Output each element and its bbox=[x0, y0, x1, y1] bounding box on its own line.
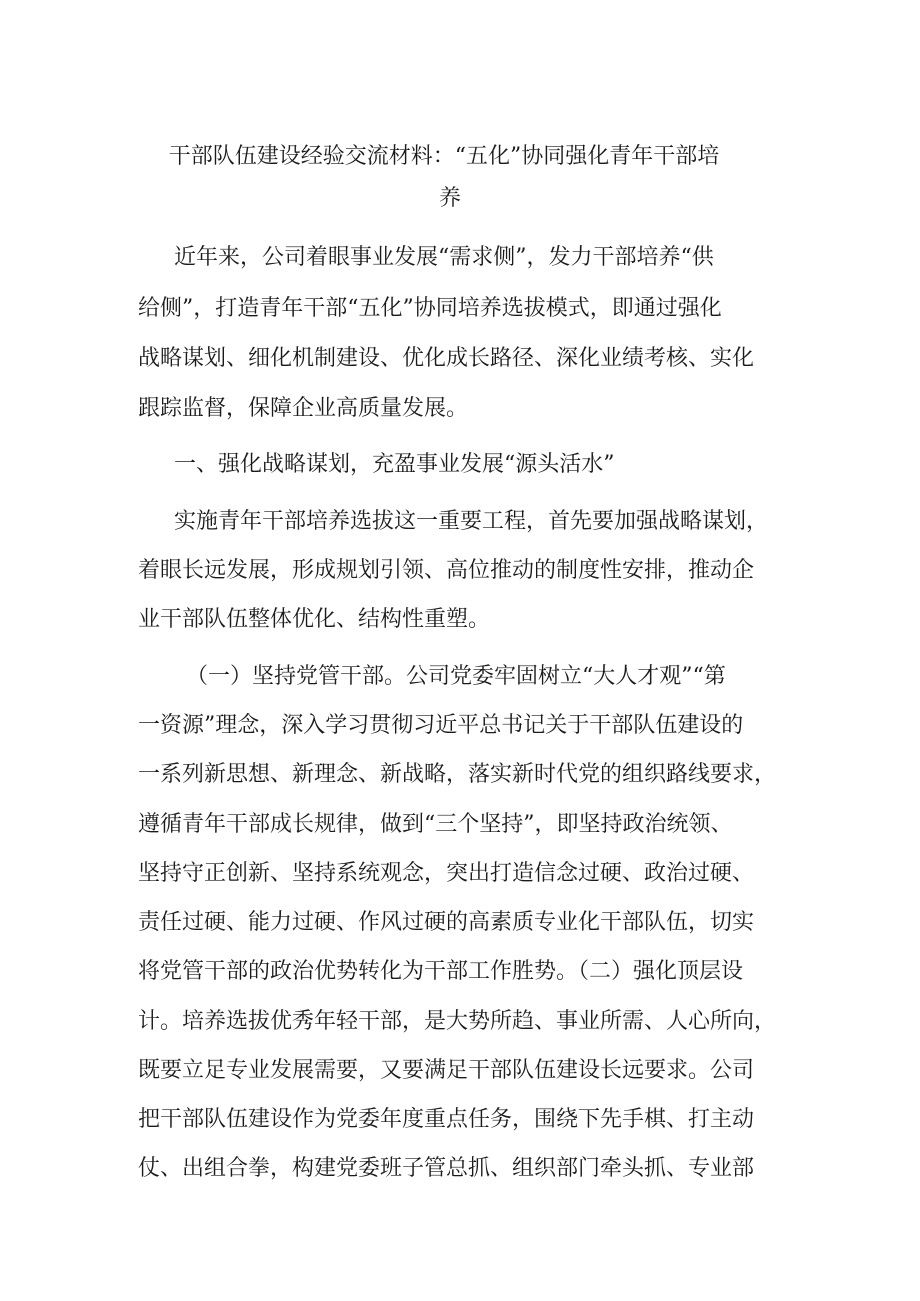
paragraph-1-line-2: 给侧”，打造青年干部“五化”协同培养选拔模式，即通过强化 bbox=[138, 296, 722, 321]
document-title-line-1: 干部队伍建设经验交流材料：“五化”协同强化青年干部培 bbox=[168, 144, 720, 169]
paragraph-2-line-1: 实施青年干部培养选拔这一重要工程，首先要加强战略谋划， bbox=[174, 509, 769, 534]
paragraph-3-line-7: 将党管干部的政治优势转化为干部工作胜势。（二）强化顶层设 bbox=[138, 959, 744, 984]
paragraph-3-line-9: 既要立足专业发展需要，又要满足干部队伍建设长远要求。公司 bbox=[138, 1058, 755, 1083]
paragraph-2-line-2: 着眼长远发展，形成规划引领、高位推动的制度性安排，推动企 bbox=[138, 558, 755, 583]
paragraph-3-line-10: 把干部队伍建设作为党委年度重点任务，围绕下先手棋、打主动 bbox=[138, 1107, 755, 1132]
paragraph-3-line-11: 仗、出组合拳，构建党委班子管总抓、组织部门牵头抓、专业部 bbox=[138, 1156, 755, 1181]
section-heading-1: 一、强化战略谋划，充盈事业发展“源头活水” bbox=[174, 452, 615, 477]
paragraph-3-line-4: 遵循青年干部成长规律，做到“三个坚持”，即坚持政治统领、 bbox=[138, 812, 733, 837]
paragraph-3-line-2: 一资源”理念，深入学习贯彻习近平总书记关于干部队伍建设的 bbox=[138, 713, 744, 738]
paragraph-2-line-3: 业干部队伍整体优化、结构性重塑。 bbox=[138, 607, 491, 632]
paragraph-1-line-4: 跟踪监督，保障企业高质量发展。 bbox=[138, 396, 469, 421]
paragraph-3-line-3: 一系列新思想、新理念、新战略，落实新时代党的组织路线要求， bbox=[138, 762, 777, 787]
paragraph-1-line-3: 战略谋划、细化机制建设、优化成长路径、深化业绩考核、实化 bbox=[138, 346, 755, 371]
paragraph-1-line-1: 近年来，公司着眼事业发展“需求侧”，发力干部培养“供 bbox=[174, 245, 714, 270]
paragraph-3-line-6: 责任过硬、能力过硬、作风过硬的高素质专业化干部队伍，切实 bbox=[138, 910, 755, 935]
document-title-line-2: 养 bbox=[438, 186, 461, 211]
paragraph-3-line-5: 坚持守正创新、坚持系统观念，突出打造信念过硬、政治过硬、 bbox=[138, 861, 755, 886]
paragraph-3-line-8: 计。培养选拔优秀年轻干部，是大势所趋、事业所需、人心所向， bbox=[138, 1009, 777, 1034]
paragraph-3-line-1: （一）坚持党管干部。公司党委牢固树立“大人才观”“第 bbox=[186, 664, 726, 689]
